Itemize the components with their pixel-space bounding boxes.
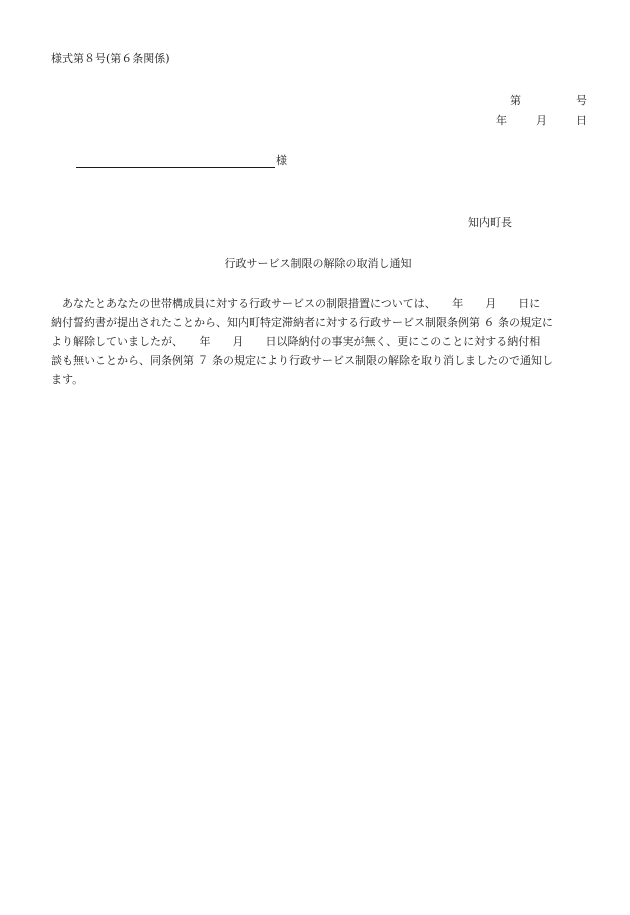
document-title-text: 行政サービス制限の解除の取消し通知 (224, 257, 412, 270)
date-year-label: 年 (496, 114, 507, 127)
document-number-suffix: 号 (576, 94, 587, 107)
body-line: 談も無いことから、同条例第 ７ 条の規定により行政サービス制限の解除を取り消しましたので通知し (51, 354, 553, 367)
body-line: より解除していましたが、 年 月 日以降納付の事実が無く、更にこのことに対する納付相 (51, 335, 541, 348)
date-day-label: 日 (576, 114, 587, 127)
body-line: 納付誓約書が提出されたことから、知内町特定滞納者に対する行政サービス制限条例第 ６ 条の規定に (51, 316, 553, 329)
body-line: ます。 (51, 373, 84, 386)
notice-body (51, 294, 588, 389)
document-number-line (510, 94, 587, 108)
body-line: あなたとあなたの世帯構成員に対する行政サービスの制限措置については、 年 月 日に (62, 297, 541, 310)
document-title (0, 257, 630, 271)
document-date-line (496, 114, 587, 128)
addressee-blank-rule (76, 155, 275, 168)
form-number-label: 様式第８号(第６条関係) (51, 52, 170, 65)
addressee-honorific: 様 (276, 154, 287, 167)
issuer-name: 知内町長 (468, 216, 512, 229)
addressee-line (76, 154, 287, 168)
date-month-label: 月 (536, 114, 547, 127)
document-number-prefix: 第 (510, 94, 521, 107)
